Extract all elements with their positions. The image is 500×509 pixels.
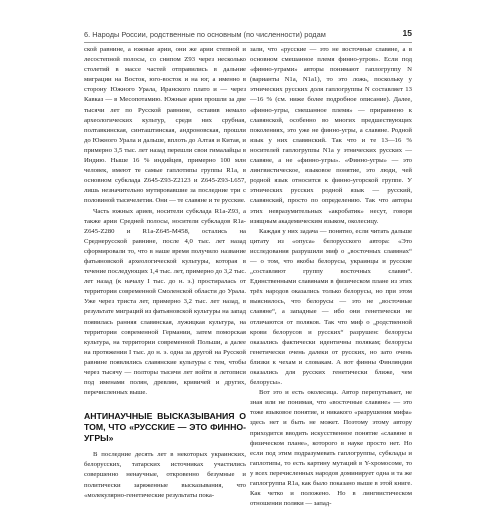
- left-column: [84, 45, 246, 501]
- paragraph: В последние десять лет в некоторых украинских, белорусских, татарских источниках участились совершенно ненаучные, откровенно безумные и политически заряженные высказывания, что «молекулярно-генетические результаты пока-: [84, 451, 246, 499]
- section-heading: АНТИНАУЧНЫЕ ВЫСКАЗЫВАНИЯ О ТОМ, ЧТО «РУССКИЕ — ЭТО ФИННО-УГРЫ»: [84, 411, 246, 444]
- paragraph: ской равнине, а южные арии, они же арии степной и лесостепной полосы, со снипом Z93 через несколько столетий в массе частей отправились в дальние миграции на Восток, юго-восток и на юг, а именно в сторону Южного Урала, Иранского плато и — через Кавказ — в Месопотамию. Южные арии прошли за две тысячи лет по Русской равнине, оставив немало археологических культур, среди них срубная, полтавкинская, синташтинская, андроновская, прошли до Южного Урала и дальше, вплоть до Алтая и Китая, и примерно 3,5 тыс. лет назад перешли свои гималайцы в Индию. Ныше 16 % индийцев, примерно 100 млн человек, имеют те самые гаплотипы группы R1a, в основном субклада Z645-Z93-Z2123 и Z645-Z93-L657, лишь незначительно мутировавшие за последние три с половиной тысячелетия. Они — те славяне и те русские.: [84, 46, 246, 205]
- page-number: 15: [402, 28, 412, 38]
- running-header: [84, 30, 412, 43]
- paragraph: зали, что «русские — это не восточные славяне, а в основном смешанное племя финно-угров». Если под «финно-уграми» авторы понимают гаплогруппу N (варианты N1a, N1a1), то это ложь, поскольку у этнических русских доля гаплогруппы N составляет 13—16 % (см. ниже более подробное описание). Далее, «финно-угры, смешанное племя» — приравнено к славянской, особенно во многих предшествующих поколениях, это уже не финно-угры, а славяне. Родной язык у них славянский. Так что и те 13—16 % носителей гаплогруппы N1a у этнических русских — славяне, а не «финно-угры». «Финно-угры» — это лингвистическое, языковое понятие, это люди, чей родной язык относится к финно-угорской группе. У этнических русских родной язык — русский, славянский, просто по определению. Так что авторы этих невразумительных «акробатик» несут, говоря изящным академическим языком, околесицу.: [250, 46, 412, 225]
- right-column: [250, 45, 412, 509]
- paragraph: Часть южных ариев, носители субклада R1a-Z93, а также арии Средней полосы, носители субкладов R1a-Z645-Z280 и R1a-Z645-M458, остались на Среднерусской равнине, после 4,0 тыс. лет назад сформировали то, что в наше время получило название фатьяновской археологической культуры, которая в течение последующих 1,4 тыс. лет, примерно до 3,2 тыс. лет назад (к началу I тыс. до н. э.) простиралась от территории современной Смоленской области до Урала. Уже через триста лет, примерно 3,2 тыс. лет назад, в результате миграций из фатьяновской культуры на запад появилась ранняя славянская, лужицкая культура, на территории современной Германии, затем поморская культура, на территории современной Польши, а далее на протяжении I тыс. до н. э. одна за другой на Русской равнине появлялись славянские культуры с тем, чтобы через тысячу — полторы тысячи лет войти в летописи под именами полян, древлян, кривичей и других, перечисленных выше.: [84, 207, 246, 397]
- paragraph: Каждая у них задача — понятно, если читать дальше цитату из «опуса» белорусского автора: «Это исследования разрушили миф о „восточных славянах“ — о том, что якобы белорусы, украинцы и русские „составляют группу восточных славян“. Единственными славянами в физическом плане из этих трёх народов оказались только белорусы, но при этом выяснилось, что белорусы — это не „восточные славяне“, а западные — ибо они генетически не отличаются от поляков. Так что миф о „родственной крови белорусов и русских“ разрушен: белорусы оказались фактически идентичны полякам; белорусы генетически очень далеки от русских, но зато очень близки к чехам и словакам. А вот финны Финляндии оказались для русских генетически ближе, чем белорусы».: [250, 227, 412, 387]
- running-title: 6. Народы России, родственные по основным (по численности) родам: [84, 30, 326, 39]
- paragraph: Вот это и есть околесица. Автор перепутывает, не зная или не понимая, что «восточные славяне» — это тоже языковое понятие, и никакого «разрушения мифа» здесь нет и быть не может. Поэтому этому автору приходится вводить искусственное понятие «славяне в физическом плане», которого в науке просто нет. Но если под этим подразумевать гаплогруппы, субклады и гаплотипы, то есть картину мутаций в Y-хромосоме, то у всех перечисленных народов доминирует одна и та же гаплогруппа R1a, как было показано выше в этой книге. Как четко и положено. Но в лингвистическом отношении поляки — запад-: [250, 389, 412, 508]
